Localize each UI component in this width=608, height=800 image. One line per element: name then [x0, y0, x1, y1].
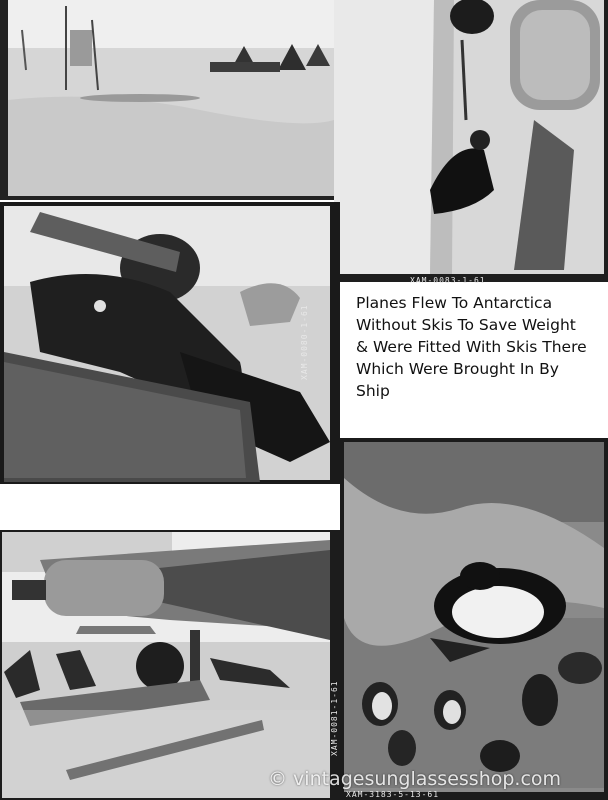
film-label-bottom-mid: XAM-0081-1-61 — [330, 680, 339, 756]
watermark-text: © vintagesunglassesshop.com — [268, 768, 562, 790]
photo-aircraft-ski-fitting — [0, 530, 342, 800]
caption-line: Which Were Brought In By — [356, 360, 559, 378]
caption-text — [356, 292, 596, 402]
photo-penguins — [340, 438, 608, 800]
photo-snow-camp — [0, 0, 334, 200]
photo-aircraft-climber — [334, 0, 608, 282]
photo-engine-mechanic — [0, 202, 340, 484]
caption-line: & Were Fitted With Skis There — [356, 338, 587, 356]
caption-line: Without Skis To Save Weight — [356, 316, 576, 334]
film-label-mid-left: XAM-0080-1-61 — [300, 304, 309, 380]
film-label-top-right: XAM-0083-1-61 — [410, 276, 486, 285]
caption-line: Ship — [356, 382, 390, 400]
film-label-bottom-right: XAM-3183-5-13-61 — [346, 790, 440, 799]
caption-line: Planes Flew To Antarctica — [356, 294, 553, 312]
